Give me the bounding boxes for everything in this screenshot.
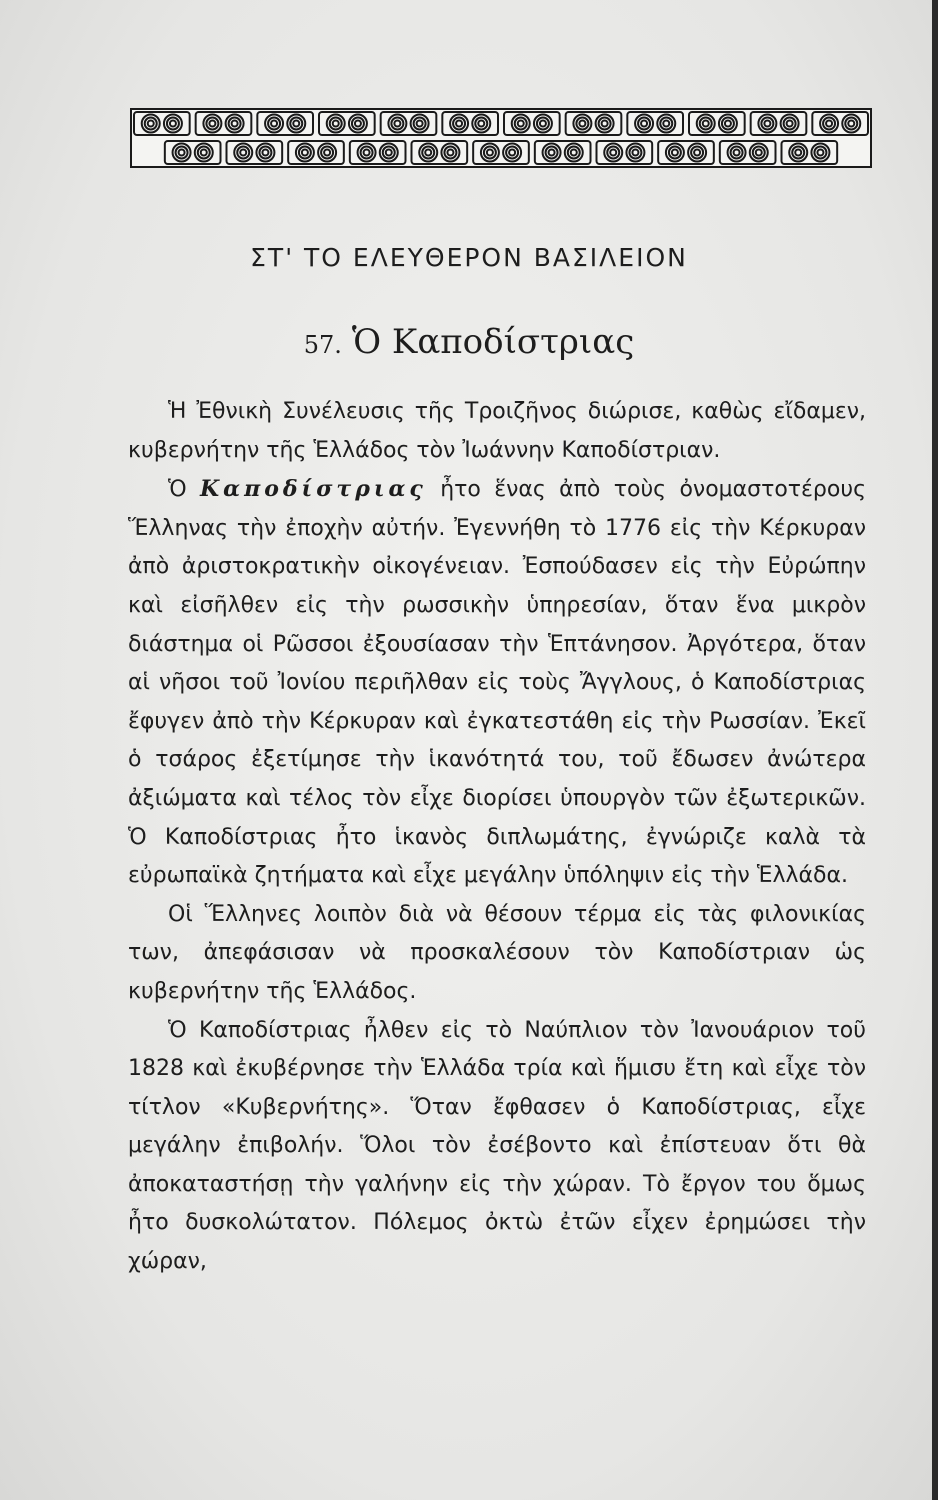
emphasized-name: Καποδίστριας: [200, 476, 427, 503]
paragraph-2: [128, 470, 866, 896]
page-edge-shadow: [932, 0, 938, 1500]
paragraph-2-text: ἦτο ἕνας ἀπὸ τοὺς ὀνομαστοτέρους Ἕλληνας τὴν ἐποχὴν αὐτήν. Ἐγεννήθη τὸ 1776 εἰς τὴν Κέρκυραν ἀπὸ ἀριστοκρατικὴν οἰκογένειαν. Ἐσπούδασεν εἰς τὴν Εὐρώπην καὶ εἰσῆλθεν εἰς τὴν ρωσσικὴν ὑπηρεσίαν, ὅταν ἕνα μικρὸν διάστημα οἱ Ρῶσσοι ἐξουσίασαν τὴν Ἑπτάνησον. Ἀργότερα, ὅταν αἱ νῆσοι τοῦ Ἰονίου περιῆλθαν εἰς τοὺς Ἄγγλους, ὁ Καποδίστριας ἔφυγεν ἀπὸ τὴν Κέρκυραν καὶ ἐγκατεστάθη εἰς τὴν Ρωσσίαν. Ἐκεῖ ὁ τσάρος ἐξετίμησε τὴν ἱκανότητά του, τοῦ ἔδωσεν ἀνώτερα ἀξιώματα καὶ τέλος τὸν εἶχε διορίσει ὑπουργὸν τῶν ἐξωτερικῶν. Ὁ Καποδίστριας ἦτο ἱκανὸς διπλωμάτης, ἐγνώριζε καλὰ τὰ εὐρωπαϊκὰ ζητήματα καὶ εἶχε μεγάλην ὑπόληψιν εἰς τὴν Ἑλλάδα.: [128, 477, 867, 889]
body-text: [128, 393, 866, 1282]
section-title: [0, 322, 938, 362]
paragraph-1: Ἡ Ἐθνικὴ Συνέλευσις τῆς Τροιζῆνος διώρισε, καθὼς εἴδαμεν, κυβερνήτην τῆς Ἑλλάδος τὸν Ἰωάννην Καποδίστριαν.: [128, 399, 866, 463]
greek-spiral-ornament: [130, 108, 872, 168]
paragraph-3: Οἱ Ἕλληνες λοιπὸν διὰ νὰ θέσουν τέρμα εἰς τὰς φιλονικίας των, ἀπεφάσισαν νὰ προσκαλέσουν τὸν Καποδίστριαν ὡς κυβερνήτην τῆς Ἑλλάδος.: [128, 901, 866, 1004]
section-number: 57.: [303, 331, 342, 359]
paragraph-4: Ὁ Καποδίστριας ἦλθεν εἰς τὸ Ναύπλιον τὸν Ἰανουάριον τοῦ 1828 καὶ ἐκυβέρνησε τὴν Ἑλλάδα τρία καὶ ἥμισυ ἔτη καὶ εἶχε τὸν τίτλον «Κυβερνήτης». Ὅταν ἔφθασεν ὁ Καποδίστριας, εἶχε μεγάλην ἐπιβολήν. Ὅλοι τὸν ἐσέβοντο καὶ ἐπίστευαν ὅτι θὰ ἀποκαταστήσῃ τὴν γαλήνην εἰς τὴν χώραν. Τὸ ἔργον του ὅμως ἦτο δυσκολώτατον. Πόλεμος ὀκτὼ ἐτῶν εἶχεν ἐρημώσει τὴν χώραν,: [128, 1017, 866, 1275]
chapter-heading: ΣΤ' ΤΟ ΕΛΕΥΘΕΡΟΝ ΒΑΣΙΛΕΙΟΝ: [250, 243, 688, 272]
section-title-text: Ὁ Καποδίστριας: [351, 322, 635, 362]
paragraph-2-lead: Ὁ: [168, 477, 187, 503]
